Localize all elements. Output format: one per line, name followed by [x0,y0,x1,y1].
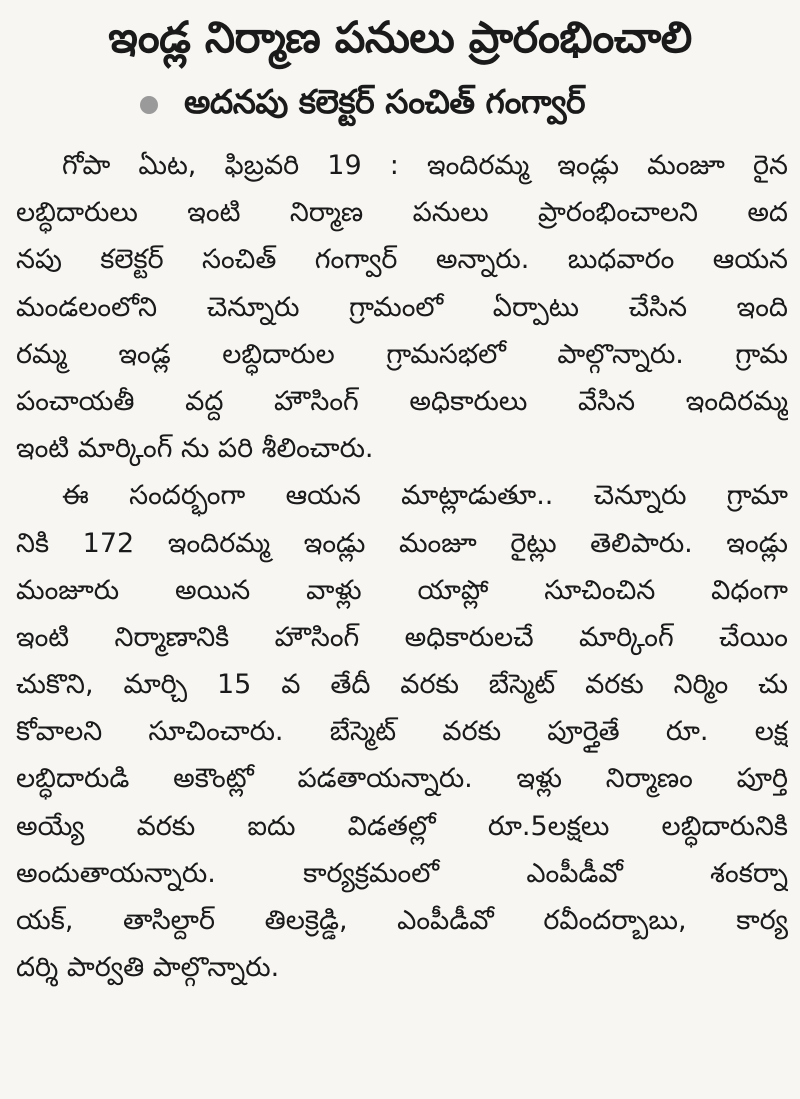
paragraph-2-line-6: కోవాలని సూచించారు. బేస్మెట్ వరకు పూర్తైతే రూ. లక్ష [16,716,788,748]
paragraph-2-line-3: మంజూరు అయిన వాళ్లు యాప్లో సూచించిన విధంగా [16,574,788,606]
paragraph-2-line-10: యక్, తాసిల్దార్ తిలక్రెడ్డి, ఎంపీడీవో రవీందర్బాబు, కార్య [16,905,788,936]
paragraph-1-line-6: పంచాయతీ వద్ద హౌసింగ్ అధికారులు వేసిన ఇందిరమ్మ [16,385,788,417]
bullet-icon [140,96,158,114]
paragraph-1-line-1: గోపా ఏుట, ఫిబ్రవరి 19 : ఇందిరమ్మ ఇండ్లు మంజూ రైన [62,150,788,181]
paragraph-1-line-3: నపు కలెక్టర్ సంచిత్ గంగ్వార్ అన్నారు. బుధవారం ఆయన [16,244,788,276]
paragraph-2-line-2: నికి 172 ఇందిరమ్మ ఇండ్లు మంజూ రైట్లు తెలిపారు. ఇండ్లు [16,527,788,559]
paragraph-1-line-4: మండలంలోని చెన్నూరు గ్రామంలో ఏర్పాటు చేసిన ఇంది [16,291,788,323]
paragraph-2-line-8: అయ్యే వరకు ఐదు విడతల్లో రూ.5లక్షలు లబ్ధిదారునికి [16,810,788,842]
paragraph-1-line-7: ఇంటి మార్కింగ్ ను పరి శీలించారు. [16,433,374,465]
paragraph-2-line-9: అందుతాయన్నారు. కార్యక్రమంలో ఎంపీడీవో శంకర్నా [16,857,788,889]
paragraph-2-line-5: చుకొని, మార్చి 15 వ తేదీ వరకు బేస్మెట్ వరకు నిర్మిం చు [16,669,788,701]
headline: ఇండ్ల నిర్మాణ పనులు ప్రారంభించాలి [108,13,692,63]
paragraph-2-line-4: ఇంటి నిర్మాణానికి హౌసింగ్ అధికారులచే మార్కింగ్ చేయిం [16,621,788,653]
paragraph-1-line-2: లబ్ధిదారులు ఇంటి నిర్మాణ పనులు ప్రారంభించాలని అద [16,197,788,229]
paragraph-2-line-11: దర్శి పార్వతి పాల్గొన్నారు. [16,952,280,984]
paragraph-2-line-7: లబ్ధిదారుడి అకౌంట్లో పడతాయన్నారు. ఇళ్లు నిర్మాణం పూర్తి [16,763,788,795]
subheadline: అదనపు కలెక్టర్ సంచిత్ గంగ్వార్ [184,81,586,121]
article-body [16,142,788,991]
subheadline-row [140,82,585,128]
paragraph-2-line-1: ఈ సందర్భంగా ఆయన మాట్లాడుతూ.. చెన్నూరు గ్రామా [62,480,788,512]
paragraph-1-line-5: రమ్మ ఇండ్ల లబ్ధిదారుల గ్రామసభలో పాల్గొన్నారు. గ్రామ [16,338,788,370]
